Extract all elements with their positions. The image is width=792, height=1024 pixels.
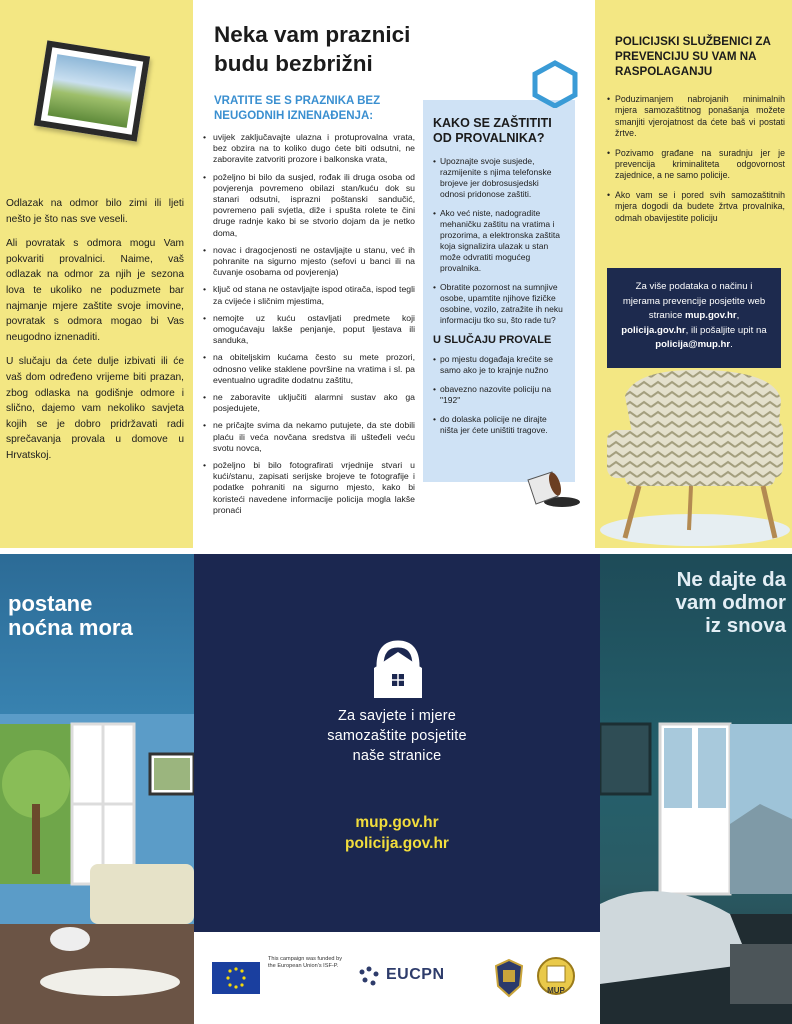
police-badge-icon	[494, 958, 524, 998]
cta-text	[194, 706, 600, 766]
page-title	[214, 20, 410, 78]
cta-line: Za savjete i mjere	[337, 708, 457, 724]
armchair-illustration	[595, 360, 792, 548]
burglary-item: • obavezno nazovite policiju na "192"	[433, 384, 565, 406]
protection-title: KAKO SE ZAŠTITITI OD PROVALNIKA?	[433, 116, 552, 145]
protection-item: • Obratite pozornost na sumnjive osobe, upamtite njihove fizičke osobine, vozilo, zatražite ih neku informaciju tko su, što rade tu?	[433, 282, 565, 326]
prevention-list	[607, 94, 785, 232]
prevention-title: POLICIJSKI SLUŽBENICI ZA PREVENCIJU SU VAM NA RASPOLAGANJU	[615, 35, 771, 78]
tip-item: • novac i dragocjenosti ne ostavljajte u stanu, već ih pohranite na sigurno mjesto (sefovi u banci ili na čuvanje osobama od povjerenja)	[203, 245, 415, 279]
broken-room-illustration	[0, 714, 194, 1024]
nightmare-heading	[8, 592, 133, 640]
left-info-panel	[0, 0, 193, 548]
prevention-item: • Ako vam se i pored svih samozaštitnih mjera dogodi da budete žrtva provalnika, odmah obavijestite policiju	[607, 190, 785, 224]
burglary-item: • po mjestu događaja krećite se samo ako je to krajnje nužno	[433, 354, 565, 376]
email-link[interactable]: policija@mup.hr	[655, 339, 731, 350]
landscape-image	[48, 54, 137, 128]
tip-item: • ne zaboravite uključiti alarmni sustav ako ga posjedujete,	[203, 392, 415, 414]
protection-item: • Ako već niste, nadogradite mehaničku zaštitu na vratima i prozorima, a elektronska zaštita koja signalizira ulazak u stan može odvratiti mogućeg provalnika.	[433, 208, 565, 274]
framed-landscape-picture	[34, 40, 150, 141]
cta-line: naše stranice	[352, 748, 442, 764]
hexagon-icon	[530, 60, 580, 108]
tip-item: • ne pričajte svima da nekamo putujete, da ste dobili plaću ili veća novčana sredstva ili ušteđeli veću svotu novca,	[203, 420, 415, 454]
protection-box	[423, 100, 575, 482]
burglary-title: U SLUČAJU PROVALE	[433, 334, 552, 346]
dream-vacation-panel	[600, 554, 792, 1024]
eucpn-logo	[356, 964, 474, 992]
heading-line: postane	[8, 591, 93, 616]
website-links	[194, 812, 600, 854]
tip-item: • uvijek zaključavajte ulazna i protuprovalna vrata, bez obzira na to koliko dugo ćete biti odsutni, ne zaboravite zatvoriti prozore i balkonska vrata,	[203, 132, 415, 166]
tip-item: • nemojte uz kuću ostavljati predmete koji omogućavaju lakše penjanje, poput ljestava ili sanduka,	[203, 313, 415, 347]
burglary-list	[433, 354, 565, 436]
eu-funding-note: This campaign was funded by the European Union's ISF-P.	[268, 956, 343, 969]
eucpn-mark-icon	[356, 964, 382, 990]
house-lock-icon	[370, 640, 426, 702]
title-line: budu bezbrižni	[214, 51, 373, 76]
prevention-item: • Pozivamo građane na suradnju jer je prevencija kriminaliteta odgovornost zajednice, a ne samo policije.	[607, 148, 785, 182]
mup-emblem-label: MUP	[547, 986, 565, 995]
contact-text: Za više podataka o načinu i mjerama prevencije posjetite web stranice	[622, 281, 766, 321]
tip-item: • poželjno bi bilo fotografirati vrjednije stvari u kući/stanu, zapisati serijske brojeve te fotografije i podatke pohraniti na sigurno mjesto, kako bi koristeći navedene informacije policija mogla lakše pronaći	[203, 460, 415, 516]
heading-line: vam odmor	[675, 591, 786, 614]
tips-list	[203, 132, 415, 522]
contact-text: ,	[736, 310, 740, 321]
dream-heading	[600, 568, 786, 637]
burglary-item: • do dolaska policije ne dirajte ništa jer ćete uništiti tragove.	[433, 414, 565, 436]
heading-line: noćna mora	[8, 615, 133, 640]
protection-list	[433, 156, 565, 326]
title-line: Neka vam praznici	[214, 22, 411, 47]
mup-emblem	[536, 956, 576, 1000]
cta-line: samozaštite posjetite	[327, 728, 467, 744]
tip-item: • na obiteljskim kućama često su mete prozori, odnosno velike staklene površine na vratima i sl. pa eventualno ugradite dodatnu zaštitu,	[203, 352, 415, 386]
mup-link[interactable]: mup.gov.hr	[685, 310, 737, 321]
policija-link[interactable]: policija.gov.hr	[621, 324, 686, 336]
policija-website-link[interactable]: policija.gov.hr	[345, 835, 449, 852]
eu-flag-icon	[212, 962, 260, 994]
intro-paragraph: Odlazak na odmor bilo zimi ili ljeti nešto je što nas sve veseli.	[6, 198, 184, 225]
intro-paragraph: Ali povratak s odmora mogu Vam pokvariti provalnici. Naime, vaš odlazak na odmor za njih je sezona lova te ukoliko ne poduzmete bar najmanje mjere zaštite svoje imovine, povratak s odmora mogao bi Vas neugodno iznenaditi.	[6, 238, 184, 343]
heading-line: Ne dajte da	[676, 568, 786, 591]
tip-item: • ključ od stana ne ostavljajte ispod otirača, ispod tegli za cvijeće i sličnim mjestima,	[203, 284, 415, 306]
mup-website-link[interactable]: mup.gov.hr	[355, 814, 439, 831]
sponsor-footer	[194, 932, 600, 1024]
contact-text: .	[730, 339, 733, 350]
heading-line: iz snova	[705, 614, 786, 637]
nightmare-panel	[0, 554, 194, 1024]
cta-panel	[194, 554, 600, 1024]
contact-info-box	[607, 268, 781, 368]
tipped-plant-pot-icon	[522, 462, 582, 512]
intro-text	[6, 196, 184, 473]
tips-subtitle: VRATITE SE S PRAZNIKA BEZ NEUGODNIH IZNENAĐENJA:	[214, 95, 381, 122]
bedroom-illustration	[600, 704, 792, 1024]
tip-item: • poželjno bi bilo da susjed, rođak ili druga osoba od povjerenja povremeno obilazi stan/kuću dok su stanari odsutni, isprazni poštanski sandučić, povremeno pali svjetla, diže i spušta rolete te čini druge radnje kako bi se stvorio dojam da je netko doma,	[203, 172, 415, 239]
prevention-item: • Poduzimanjem nabrojanih minimalnih mjera samozaštitnog ponašanja možete smanjiti vjerojatnost da ćete baš vi postati žrtve.	[607, 94, 785, 140]
protection-item: • Upoznajte svoje susjede, razmijenite s njima telefonske brojeve jer dobrosusjedski odnosi pridonose zaštiti.	[433, 156, 565, 200]
contact-text: , ili pošaljite upit na	[685, 324, 767, 336]
eucpn-label: EUCPN	[386, 966, 445, 983]
intro-paragraph: U slučaju da ćete dulje izbivati ili će vaš dom određeno vrijeme biti prazan, zbog odlaska na godišnje odmore i slično, dajemo vam nekoliko savjeta kojih se je dobro pridržavati radi sprečavanja provala u domove u Hrvatskoj.	[6, 356, 184, 461]
